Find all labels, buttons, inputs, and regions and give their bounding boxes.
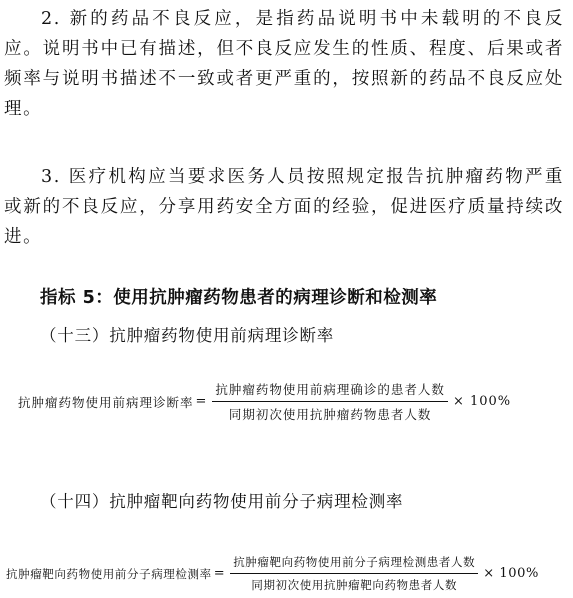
formula-molecular-pathology-test-rate (0, 554, 573, 593)
indicator-5-heading: 指标 5：使用抗肿瘤药物患者的病理诊断和检测率 (40, 288, 438, 308)
fraction (212, 380, 448, 423)
paragraph-new-adverse-reaction: 2. 新的药品不良反应，是指药品说明书中未载明的不良反应。说明书中已有描述，但不良反应发生的性质、程度、后果或者频率与说明书描述不一致或者更严重的，按照新的药品不良反应处理。 (4, 9, 564, 119)
formula-pathology-diagnosis-rate (0, 380, 573, 423)
formula-lhs: 抗肿瘤药物使用前病理诊断率 (18, 394, 194, 410)
paragraph-reporting-requirement: 3. 医疗机构应当要求医务人员按照规定报告抗肿瘤药物严重或新的不良反应，分享用药安全方面的经验，促进医疗质量持续改进。 (4, 167, 564, 247)
multiplier: × 100% (452, 394, 512, 409)
section-14-title: （十四）抗肿瘤靶向药物使用前分子病理检测率 (40, 492, 404, 511)
fraction-numerator: 抗肿瘤药物使用前病理确诊的患者人数 (212, 380, 448, 402)
section-13-title: （十三）抗肿瘤药物使用前病理诊断率 (40, 326, 335, 345)
multiplier: × 100% (483, 566, 539, 581)
fraction-denominator: 同期初次使用抗肿瘤药物患者人数 (228, 407, 432, 422)
formula-lhs: 抗肿瘤靶向药物使用前分子病理检测率 (6, 566, 212, 581)
fraction (230, 554, 478, 593)
fraction-numerator: 抗肿瘤靶向药物使用前分子病理检测患者人数 (230, 554, 478, 574)
equals-sign: = (195, 394, 208, 409)
equals-sign: = (213, 566, 226, 581)
fraction-denominator: 同期初次使用抗肿瘤靶向药物患者人数 (251, 578, 458, 592)
